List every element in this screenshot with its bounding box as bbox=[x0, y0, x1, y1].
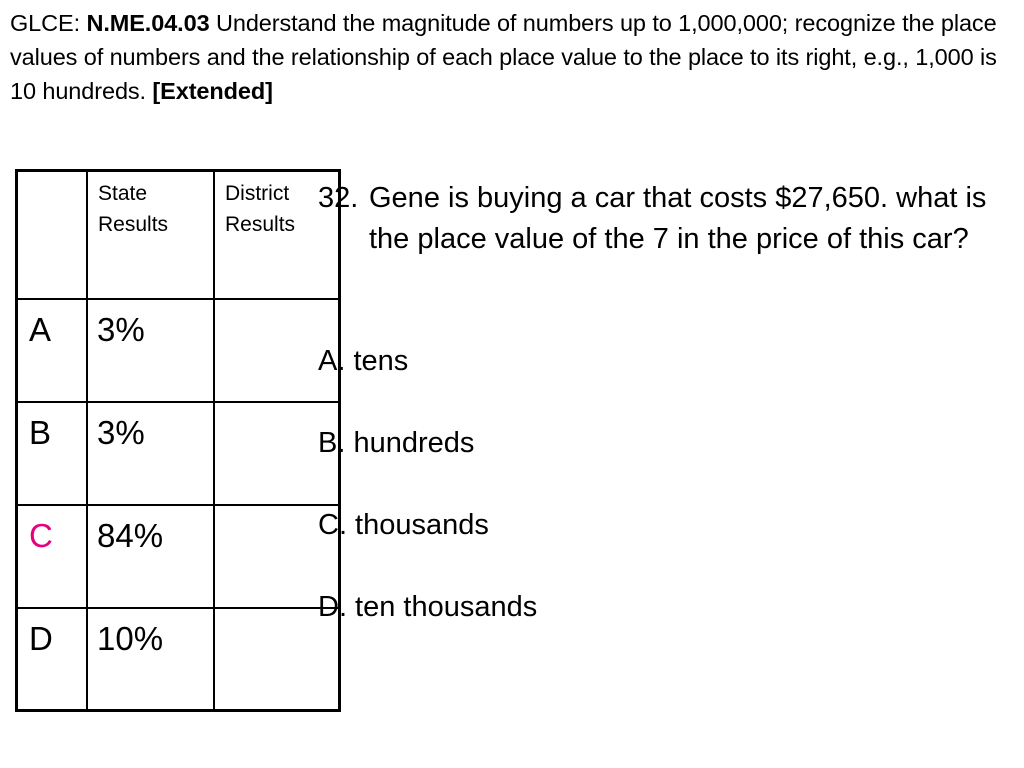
table-header-district: District Results bbox=[214, 171, 340, 299]
answer-option-d: D. ten thousands bbox=[318, 591, 538, 623]
table-header-blank bbox=[17, 171, 88, 299]
question-number: 32. bbox=[318, 182, 359, 214]
answer-option-c: C. thousands bbox=[318, 509, 489, 541]
question-block bbox=[318, 178, 1008, 623]
answer-option-a: A. tens bbox=[318, 345, 409, 377]
answer-option-b: B. hundreds bbox=[318, 427, 475, 459]
table-header-state: State Results bbox=[87, 171, 214, 299]
row-letter: A bbox=[17, 299, 88, 402]
row-letter: D bbox=[17, 608, 88, 711]
question-text: Gene is buying a car that costs $27,650. what is the place value of the 7 in the price of this car? bbox=[369, 182, 987, 255]
state-result: 3% bbox=[87, 402, 214, 505]
header-prefix: GLCE: bbox=[10, 10, 87, 36]
results-table bbox=[15, 169, 341, 712]
question-stem bbox=[318, 178, 1008, 260]
row-letter-correct: C bbox=[17, 505, 88, 608]
standard-description: Understand the magnitude of numbers up to 1,000,000; recognize the place values of numbers and the relationship of each place value to the place to its right, e.g., 1,000 is 10 hundreds. bbox=[10, 10, 997, 104]
state-result: 84% bbox=[87, 505, 214, 608]
table-row bbox=[17, 608, 340, 711]
extended-tag: [Extended] bbox=[152, 78, 273, 104]
standard-code: N.ME.04.03 bbox=[86, 10, 210, 36]
table-row bbox=[17, 299, 340, 402]
table-row bbox=[17, 402, 340, 505]
state-result: 3% bbox=[87, 299, 214, 402]
state-result: 10% bbox=[87, 608, 214, 711]
standard-header bbox=[10, 6, 1015, 108]
row-letter: B bbox=[17, 402, 88, 505]
table-row bbox=[17, 505, 340, 608]
table-header-row bbox=[17, 171, 340, 299]
